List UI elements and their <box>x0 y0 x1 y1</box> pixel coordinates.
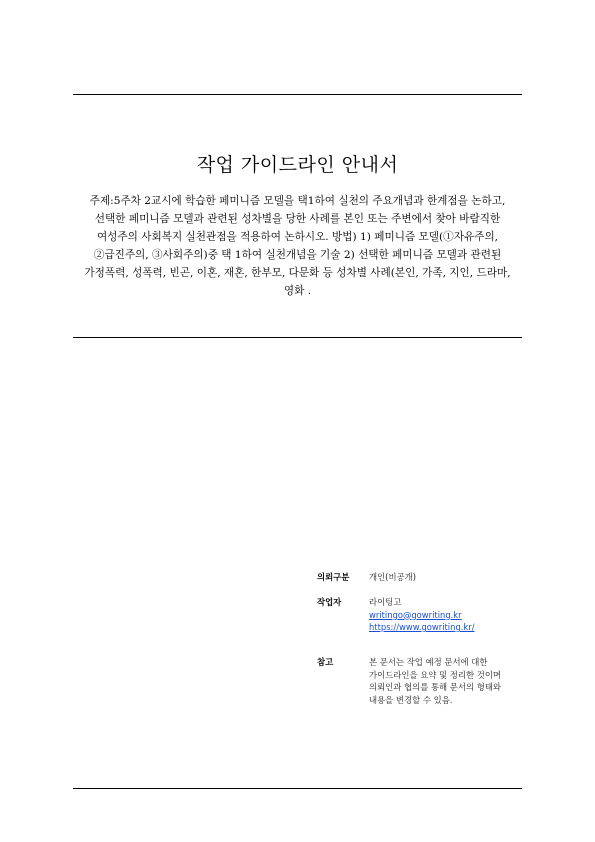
note-line: 가이드라인을 요약 및 정리한 것이며 <box>369 669 502 680</box>
middle-divider <box>73 337 522 338</box>
note-line: 본 문서는 작업 예정 문서에 대한 <box>369 657 488 667</box>
bottom-divider <box>73 788 522 789</box>
note-line: 내용을 변경할 수 있음. <box>369 694 453 705</box>
document-subject: 주제:5주차 2교시에 학습한 페미니즘 모델을 택1하여 실천의 주요개념과 한계점을 논하고, 선택한 페미니즘 모델과 관련된 성차별을 당한 사례를 본인 또는 주변에서 찾아 바람직한 여성주의 사회복지 실천관점을 적용하여 논하시오. 방법) 1) 페미니즘 모델(①자유주의, ②급진주의, ③사회주의)중 택 1하여 실천개념을 기술 2) 선택한 페미니즘 모델과 관련된 가정폭력, 성폭력, 빈곤, 이혼, 재혼, 한부모, 다문화 등 성차별 사례(본인, 가족, 지인, 드라마, 영화 . <box>84 195 511 297</box>
author-details <box>369 596 534 634</box>
author-label: 작업자 <box>317 597 342 607</box>
author-email-link[interactable]: writingo@gowriting.kr <box>369 609 462 620</box>
author-website-link[interactable]: https://www.gowriting.kr/ <box>369 622 475 632</box>
note-label: 참고 <box>317 657 334 667</box>
note-text <box>369 656 534 706</box>
note-line: 의뢰인과 협의를 통해 문서의 형태와 <box>369 682 502 692</box>
author-name: 라이팅고 <box>369 597 402 607</box>
document-title: 작업 가이드라인 안내서 <box>196 154 399 176</box>
request-type-value: 개인(비공개) <box>369 572 416 582</box>
request-type-label: 의뢰구분 <box>317 572 350 582</box>
top-divider <box>73 94 522 95</box>
